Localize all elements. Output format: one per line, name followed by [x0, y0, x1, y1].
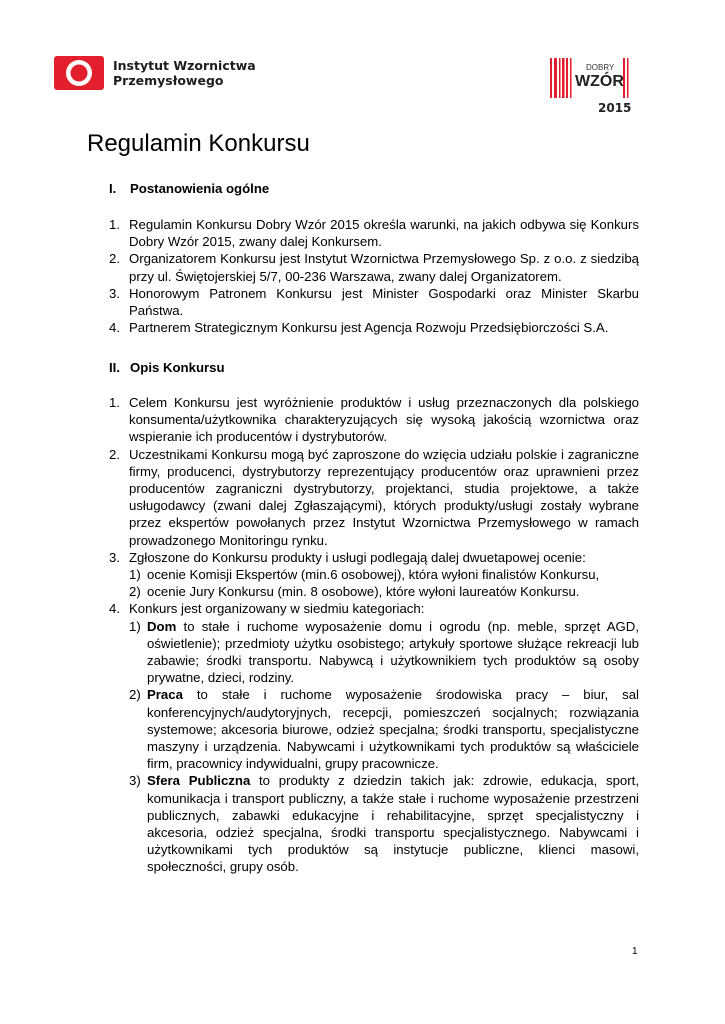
sub-list-item — [129, 772, 639, 875]
iwp-logo-mark-icon — [54, 56, 104, 90]
list-item — [109, 600, 639, 875]
sub-item-text: ocenie Komisji Ekspertów (min.6 osobowej), która wyłoni finalistów Konkursu, — [147, 567, 600, 583]
logo-wzor-text: WZÓR — [575, 73, 624, 90]
section-title: Postanowienia ogólne — [130, 181, 270, 196]
category-name: Dom — [147, 618, 177, 634]
category-name: Sfera Publiczna — [147, 773, 251, 789]
section-title: Opis Konkursu — [130, 360, 225, 375]
section-number: I. — [109, 181, 117, 196]
list-item — [109, 394, 639, 446]
list-item — [109, 216, 639, 250]
item-number: 1. — [109, 217, 120, 232]
item-text: Organizatorem Konkursu jest Instytut Wzornictwa Przemysłowego Sp. z o.o. z siedzibą przy ul. Świętojerskiej 5/7, 00-236 Warszawa, zwany dalej Organizatorem. — [129, 251, 639, 284]
section-1-list — [109, 216, 639, 336]
logo-year: 2015 — [598, 101, 632, 115]
dobry-wzor-logo — [548, 56, 638, 118]
list-item — [109, 446, 639, 549]
item-text: Celem Konkursu jest wyróżnienie produktów i usług przeznaczonych dla polskiego konsumenta/użytkownika charakteryzujących się wysoką jakością wzornictwa oraz wspieranie ich producentów i dystrybutorów. — [129, 395, 639, 445]
list-item — [109, 250, 639, 284]
item-text: Regulamin Konkursu Dobry Wzór 2015 określa warunki, na jakich odbywa się Konkurs Dobry Wzór 2015, zwany dalej Konkursem. — [129, 217, 639, 250]
sub-item-text: ocenie Jury Konkursu (min. 8 osobowe), które wyłoni laureatów Konkursu. — [147, 584, 580, 600]
sub-item-number: 2) — [129, 687, 141, 703]
dobry-wzor-mark-icon — [548, 56, 638, 100]
section-heading — [109, 360, 225, 375]
item-number: 2. — [109, 251, 120, 267]
item-number: 3. — [109, 549, 120, 565]
iwp-logo-text — [113, 58, 256, 88]
logo-line-2: Przemysłowego — [113, 73, 224, 88]
sub-list-item — [129, 583, 639, 600]
logo-line-1: Instytut Wzornictwa — [113, 58, 256, 73]
list-item — [109, 285, 639, 319]
iwp-logo — [54, 56, 256, 90]
item-text: Uczestnikami Konkursu mogą być zaproszone do wzięcia udziału polskie i zagraniczne firmy, producenci, dystrybutorzy reprezentujący producentów oraz uprawnieni przez producentów zagraniczni dystrybutorzy, projektanci, studia projektowe, a także usługodawcy (zwani dalej Zgłaszającymi), których produkty/usługi zostały wybrane przez ekspertów powołanych przez Instytut Wzornictwa Przemysłowego w ramach prowadzonego Monitoringu rynku. — [129, 446, 639, 548]
sub-item-text: to produkty z dziedzin takich jak: zdrowie, edukacja, sport, komunikacja i transport publiczny, a także stałe i ruchome wyposażenie przestrzeni publicznych, zabawki edukacyjne i rehabilitacyjne, sprzęt specjalistyczny i akcesoria, odzież specjalna, środki transportu specjalistycznego. Nabywcami i użytkownikami tych produktów są instytucje publiczne, klienci masowi, społeczności, grupy osób. — [147, 773, 639, 875]
page-title: Regulamin Konkursu — [87, 130, 310, 157]
list-item — [109, 319, 639, 336]
item-number: 4. — [109, 320, 120, 336]
sub-item-number: 1) — [129, 567, 141, 583]
item-text: Partnerem Strategicznym Konkursu jest Agencja Rozwoju Przedsiębiorczości S.A. — [129, 320, 609, 336]
item-text: Honorowym Patronem Konkursu jest Minister Gospodarki oraz Minister Skarbu Państwa. — [129, 285, 639, 319]
item-number: 4. — [109, 601, 120, 617]
sub-item-number: 1) — [129, 618, 141, 634]
section-number: II. — [109, 360, 120, 375]
sub-item-number: 3) — [129, 773, 141, 789]
sub-item-text: to stałe i ruchome wyposażenie środowiska pracy – biur, sal konferencyjnych/audytoryjnych, recepcji, pomieszczeń socjalnych; rozwiązania systemowe; akcesoria biurowe, odzież specjalna; środki transportu, specjalistyczne maszyny i urządzenia. Nabywcami i użytkownikami tych produktów są właściciele firm, pracownicy indywidualni, grupy pracownicze. — [147, 687, 639, 772]
sub-list — [129, 618, 639, 876]
list-item — [109, 549, 639, 601]
item-number: 3. — [109, 285, 120, 301]
logo-dobry-text: DOBRY — [586, 63, 615, 72]
sub-item-number: 2) — [129, 584, 141, 600]
item-number: 1. — [109, 395, 120, 410]
category-name: Praca — [147, 687, 183, 703]
item-text: Konkurs jest organizowany w siedmiu kategoriach: — [129, 601, 425, 617]
sub-list-item — [129, 566, 639, 583]
sub-list-item — [129, 686, 639, 772]
section-2-list — [109, 394, 639, 876]
item-text: Zgłoszone do Konkursu produkty i usługi podlegają dalej dwuetapowej ocenie: — [129, 549, 586, 565]
section-heading — [109, 181, 269, 196]
sub-list-item — [129, 618, 639, 687]
sub-item-text: to stałe i ruchome wyposażenie domu i ogrodu (np. meble, sprzęt AGD, oświetlenie); przedmioty użytku osobistego; artykuły sportowe służące rekreacji lub zabawie; środki transportu. Nabywcą i użytkownikiem tych produktów są osoby prywatne, dzieci, rodziny. — [147, 618, 639, 686]
item-number: 2. — [109, 446, 120, 462]
sub-list — [129, 566, 639, 600]
page-number: 1 — [632, 946, 638, 957]
